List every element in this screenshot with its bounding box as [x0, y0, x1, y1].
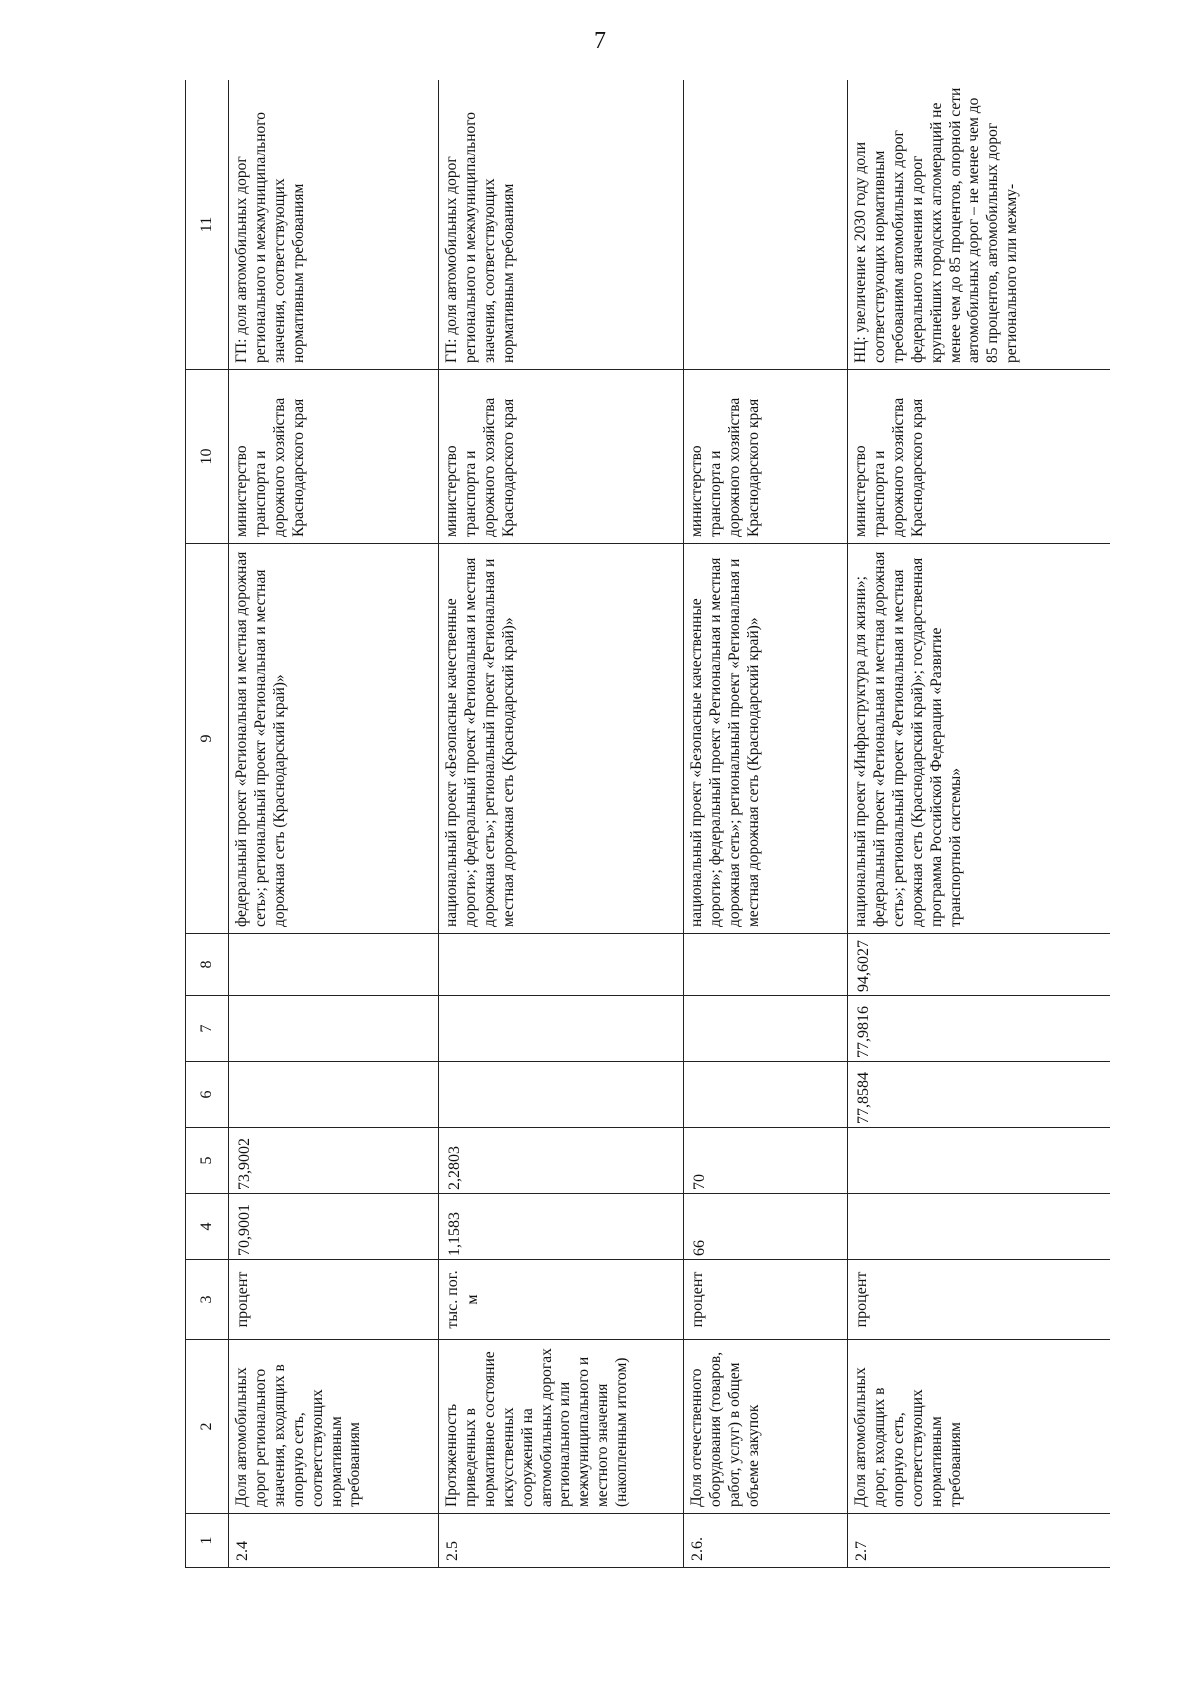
value-cell [229, 934, 439, 996]
header-cell: 4 [186, 1194, 229, 1260]
table-row [229, 80, 439, 1568]
value-cell: 1,1583 [439, 1194, 684, 1260]
header-cell: 9 [186, 544, 229, 934]
indicator-name-cell: Доля автомобильных дорог регионального значения, входящих в опорную сеть, соответствующих нормативным требованиям [229, 1340, 439, 1514]
value-cell [439, 1062, 684, 1128]
table-row [848, 80, 1111, 1568]
unit-cell: процент [229, 1260, 439, 1340]
value-cell [229, 1062, 439, 1128]
value-cell: 70 [684, 1128, 848, 1194]
value-cell: 66 [684, 1194, 848, 1260]
responsible-cell: министерство транспорта и дорожного хозяйства Краснодарского края [848, 370, 1111, 544]
header-cell: 7 [186, 996, 229, 1062]
table-row [439, 80, 684, 1568]
goal-link-cell: ГП: доля автомобильных дорог регионального и межмуниципального значения, соответствующих нормативным требованиям [439, 80, 684, 370]
goal-link-cell: ГП: доля автомобильных дорог регионального и межмуниципального значения, соответствующих нормативным требованиям [229, 80, 439, 370]
header-cell: 1 [186, 1514, 229, 1568]
unit-cell: процент [848, 1260, 1111, 1340]
unit-cell: процент [684, 1260, 848, 1340]
header-cell: 8 [186, 934, 229, 996]
page-number: 7 [594, 28, 606, 54]
indicator-name-cell: Доля отечественного оборудования (товаров, работ, услуг) в общем объеме закупок [684, 1340, 848, 1514]
project-cell: национальный проект «Безопасные качественные дороги»; федеральный проект «Региональная и местная дорожная сеть»; региональный проект «Региональная и местная дорожная сеть (Краснодарский край)» [684, 544, 848, 934]
unit-cell: тыс. пог. м [439, 1260, 684, 1340]
row-number-cell: 2.4 [229, 1514, 439, 1568]
value-cell [229, 996, 439, 1062]
indicator-name-cell: Протяженность приведенных в нормативное состояние искусственных сооружений на автомобильных дорогах регионального или межмуниципального и местного значения (накопленным итогом) [439, 1340, 684, 1514]
value-cell [684, 934, 848, 996]
row-number-cell: 2.6. [684, 1514, 848, 1568]
responsible-cell: министерство транспорта и дорожного хозяйства Краснодарского края [439, 370, 684, 544]
value-cell: 73,9002 [229, 1128, 439, 1194]
header-cell: 5 [186, 1128, 229, 1194]
value-cell: 94,6027 [848, 934, 1111, 996]
row-number-cell: 2.5 [439, 1514, 684, 1568]
responsible-cell: министерство транспорта и дорожного хозяйства Краснодарского края [684, 370, 848, 544]
rotated-table-container [185, 80, 1110, 1568]
header-cell: 2 [186, 1340, 229, 1514]
value-cell [439, 996, 684, 1062]
row-number-cell: 2.7 [848, 1514, 1111, 1568]
project-cell: национальный проект «Инфраструктура для жизни»; федеральный проект «Региональная и местная дорожная сеть»; региональный проект «Региональная и местная дорожная сеть (Краснодарский край)»; государственная программа Российской Федерации «Развитие транспортной системы» [848, 544, 1111, 934]
value-cell [848, 1128, 1111, 1194]
value-cell [848, 1194, 1111, 1260]
header-cell: 3 [186, 1260, 229, 1340]
indicator-name-cell: Доля автомобильных дорог, входящих в опорную сеть, соответствующих нормативным требованиям [848, 1340, 1111, 1514]
rotated-table-frame [185, 80, 1110, 1568]
indicators-table [185, 80, 1110, 1568]
value-cell [684, 1062, 848, 1128]
header-cell: 6 [186, 1062, 229, 1128]
project-cell: национальный проект «Безопасные качественные дороги»; федеральный проект «Региональная и местная дорожная сеть»; региональный проект «Региональная и местная дорожная сеть (Краснодарский край)» [439, 544, 684, 934]
project-cell: федеральный проект «Региональная и местная дорожная сеть»; региональный проект «Региональная и местная дорожная сеть (Краснодарский край)» [229, 544, 439, 934]
header-cell: 10 [186, 370, 229, 544]
goal-link-cell [684, 80, 848, 370]
goal-link-cell: НЦ: увеличение к 2030 году доли соответствующих нормативным требованиям автомобильных дорог федерального значения и дорог крупнейших городских агломераций не менее чем до 85 процентов, опорной сети автомобильных дорог – не менее чем до 85 процентов, автомобильных дорог регионального или межму- [848, 80, 1111, 370]
value-cell: 77,9816 [848, 996, 1111, 1062]
value-cell: 77,8584 [848, 1062, 1111, 1128]
value-cell [684, 996, 848, 1062]
table-row [684, 80, 848, 1568]
header-cell: 11 [186, 80, 229, 370]
responsible-cell: министерство транспорта и дорожного хозяйства Краснодарского края [229, 370, 439, 544]
value-cell [439, 934, 684, 996]
value-cell: 70,9001 [229, 1194, 439, 1260]
header-row [186, 80, 229, 1568]
value-cell: 2,2803 [439, 1128, 684, 1194]
